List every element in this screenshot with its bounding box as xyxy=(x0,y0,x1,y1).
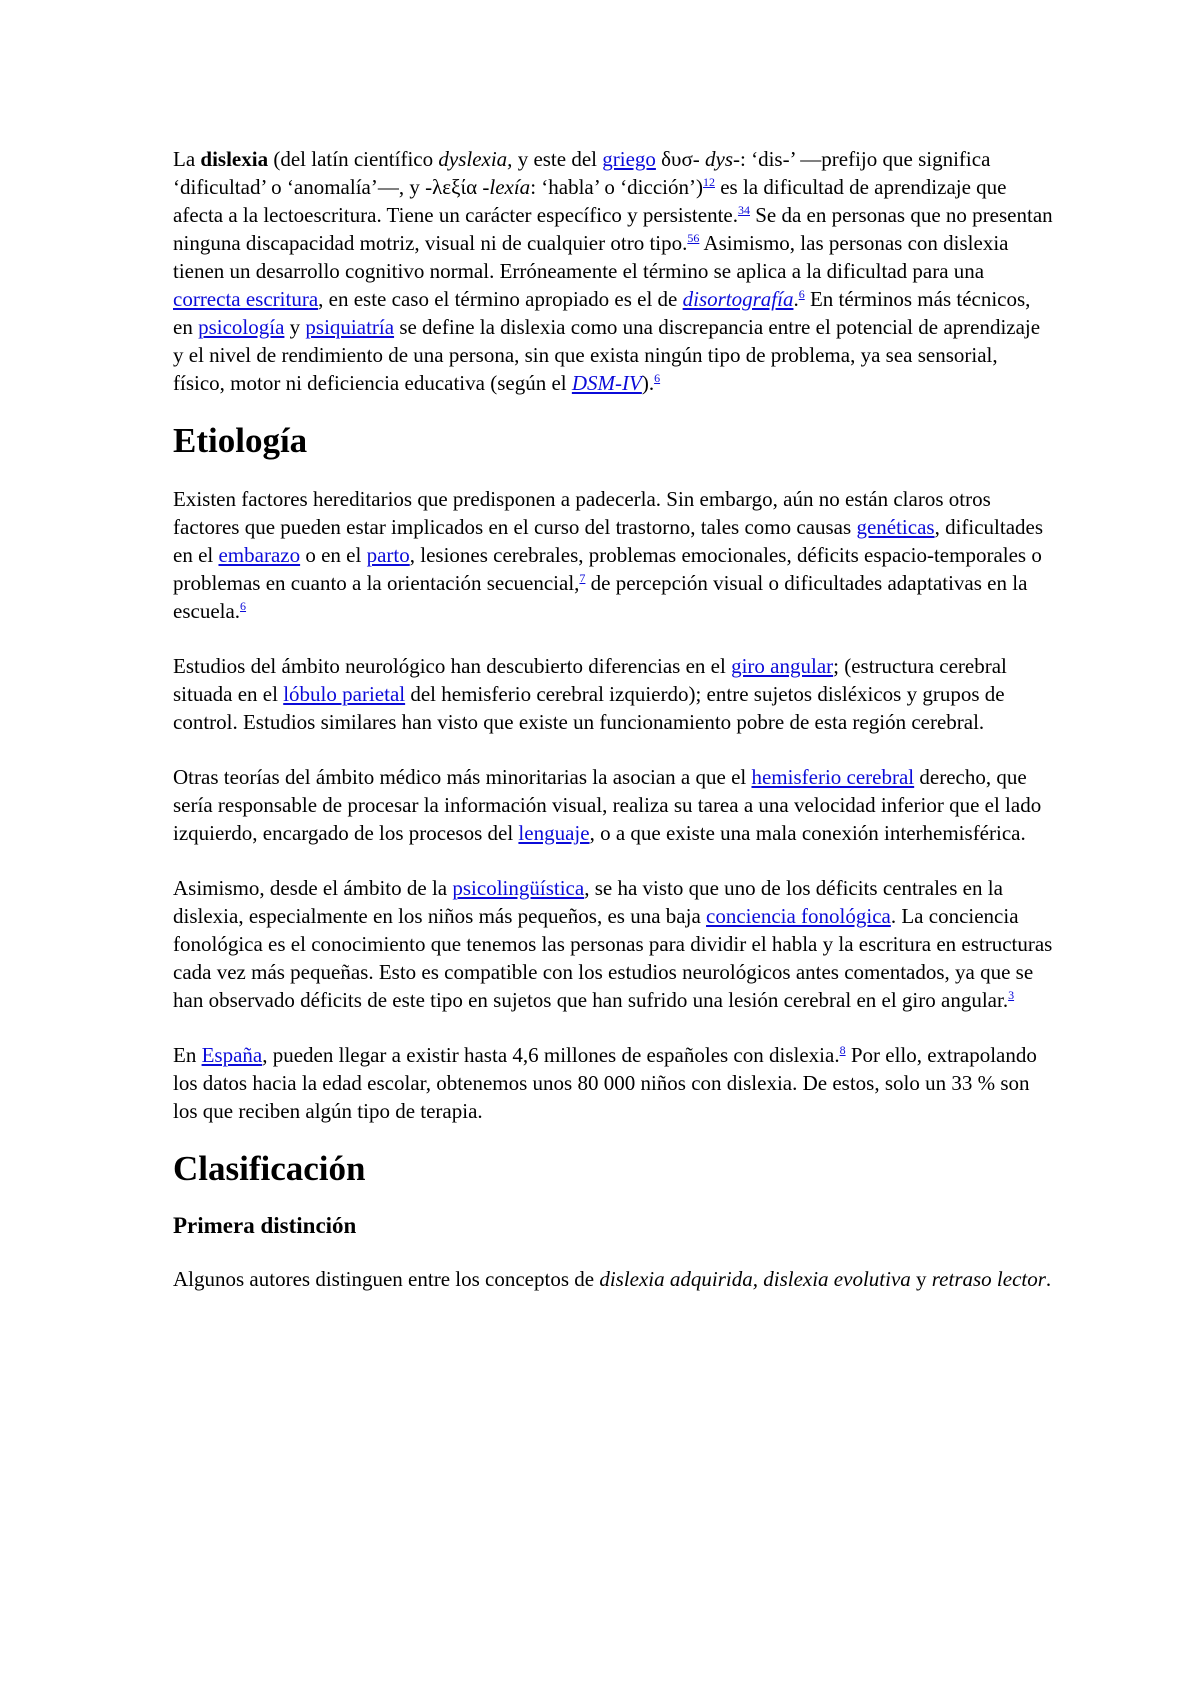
ref-link-8[interactable]: 8 xyxy=(839,1043,846,1057)
heading-etiologia: Etiología xyxy=(173,421,308,460)
link-disortografia[interactable]: disortografía xyxy=(682,287,794,311)
link-lenguaje[interactable]: lenguaje xyxy=(518,821,590,845)
ref-12 xyxy=(703,175,715,189)
ref-link-7[interactable]: 7 xyxy=(579,571,586,585)
link-dsm-iv[interactable]: DSM-IV xyxy=(571,371,642,395)
ref-link-56[interactable]: 56 xyxy=(687,231,700,245)
link-correcta-escritura[interactable]: correcta escritura xyxy=(173,287,319,311)
ref-link-3[interactable]: 3 xyxy=(1008,988,1015,1002)
ref-56 xyxy=(687,231,699,245)
link-hemisferio-cerebral[interactable]: hemisferio cerebral xyxy=(751,765,915,789)
link-griego[interactable]: griego xyxy=(602,147,656,171)
ref-link-34[interactable]: 34 xyxy=(737,203,750,217)
link-embarazo[interactable]: embarazo xyxy=(218,543,301,567)
etiologia-paragraph-5: En España, pueden llegar a existir hasta 4,6 millones de españoles con dislexia.$^8$ Por ello, extrapolando los datos hacia la edad escolar, obtenemos unos 80 000 niños con dislexia. De estos, solo un 33 % son los que reciben algún tipo de terapia. xyxy=(173,1043,1037,1123)
ref-link-6[interactable]: 6 xyxy=(654,371,661,385)
etiologia-paragraph-2: Estudios del ámbito neurológico han descubierto diferencias en el giro angular; (estructura cerebral situada en el lóbulo parietal del hemisferio cerebral izquierdo); entre sujetos disléxicos y grupos de control. Estudios similares han visto que existe un funcionamiento pobre de esta región cerebral. xyxy=(173,654,1007,734)
ref-6 xyxy=(240,599,246,613)
ref-link-6[interactable]: 6 xyxy=(798,287,805,301)
heading-clasificacion: Clasificación xyxy=(173,1149,366,1188)
ref-6 xyxy=(654,371,660,385)
heading-primera-distincion: Primera distinción xyxy=(173,1213,357,1238)
etiologia-paragraph-4: Asimismo, desde el ámbito de la psicolingüística, se ha visto que uno de los déficits centrales en la dislexia, especialmente en los niños más pequeños, es una baja conciencia fonológica. La conciencia fonológica es el conocimiento que tenemos las personas para dividir el habla y la escritura en estructuras cada vez más pequeñas. Esto es compatible con los estudios neurológicos antes comentados, ya que se han observado déficits de este tipo en sujetos que han sufrido una lesión cerebral en el giro angular.$^3$ xyxy=(173,876,1053,1012)
link-espana[interactable]: España xyxy=(201,1043,263,1067)
ref-3 xyxy=(1008,988,1014,1002)
link-parto[interactable]: parto xyxy=(366,543,410,567)
article-body xyxy=(173,145,1053,1293)
etiologia-paragraph-3: Otras teorías del ámbito médico más minoritarias la asocian a que el hemisferio cerebral derecho, que sería responsable de procesar la información visual, realiza su tarea a una velocidad inferior que el lado izquierdo, encargado de los procesos del lenguaje, o a que existe una mala conexión interhemisférica. xyxy=(173,765,1042,845)
term-dislexia: dislexia xyxy=(200,147,269,171)
etiologia-paragraph-1: Existen factores hereditarios que predisponen a padecerla. Sin embargo, aún no están claros otros factores que pueden estar implicados en el curso del trastorno, tales como causas genéticas, dificultades en el embarazo o en el parto, lesiones cerebrales, problemas emocionales, déficits espacio-temporales o problemas en cuanto a la orientación secuencial,$^7$ de percepción visual o dificultades adaptativas en la escuela.$^6$ xyxy=(173,487,1044,623)
link-psicolinguistica[interactable]: psicolingüística xyxy=(452,876,585,900)
ref-link-12[interactable]: 12 xyxy=(702,175,715,189)
ref-34 xyxy=(738,203,750,217)
link-psicologia[interactable]: psicología xyxy=(198,315,285,339)
link-conciencia-fonologica[interactable]: conciencia fonológica xyxy=(706,904,891,928)
link-psiquiatria[interactable]: psiquiatría xyxy=(305,315,395,339)
link-geneticas[interactable]: genéticas xyxy=(856,515,935,539)
ref-link-6[interactable]: 6 xyxy=(240,599,247,613)
intro-paragraph: La dislexia (del latín científico dyslexia, y este del griego δυσ- dys-: ‘dis-’ —prefijo que significa ‘dificultad’ o ‘anomalía’—, y -λεξία -lexía: ‘habla’ o ‘dicción’)$^{12}$ es la dificultad de aprendizaje que afecta a la lectoescritura. Tiene un carácter específico y persistente.$^{34}$ Se da en personas que no presentan ninguna discapacidad motriz, visual ni de cualquier otro tipo.$^{56}$ Asimismo, las personas con dislexia tienen un desarrollo cognitivo normal. Erróneamente el término se aplica a la dificultad para una correcta escritura, en este caso el término apropiado es el de disortografía.$^6$ En términos más técnicos, en psicología y psiquiatría se define la dislexia como una discrepancia entre el potencial de aprendizaje y el nivel de rendimiento de una persona, sin que exista ningún tipo de problema, ya sea sensorial, físico, motor ni deficiencia educativa (según el DSM-IV).$^6$ xyxy=(173,147,1053,395)
link-giro-angular[interactable]: giro angular xyxy=(731,654,834,678)
link-lobulo-parietal[interactable]: lóbulo parietal xyxy=(283,682,406,706)
clasificacion-paragraph-1: Algunos autores distinguen entre los conceptos de dislexia adquirida, dislexia evolutiva y retraso lector. xyxy=(173,1267,1052,1291)
